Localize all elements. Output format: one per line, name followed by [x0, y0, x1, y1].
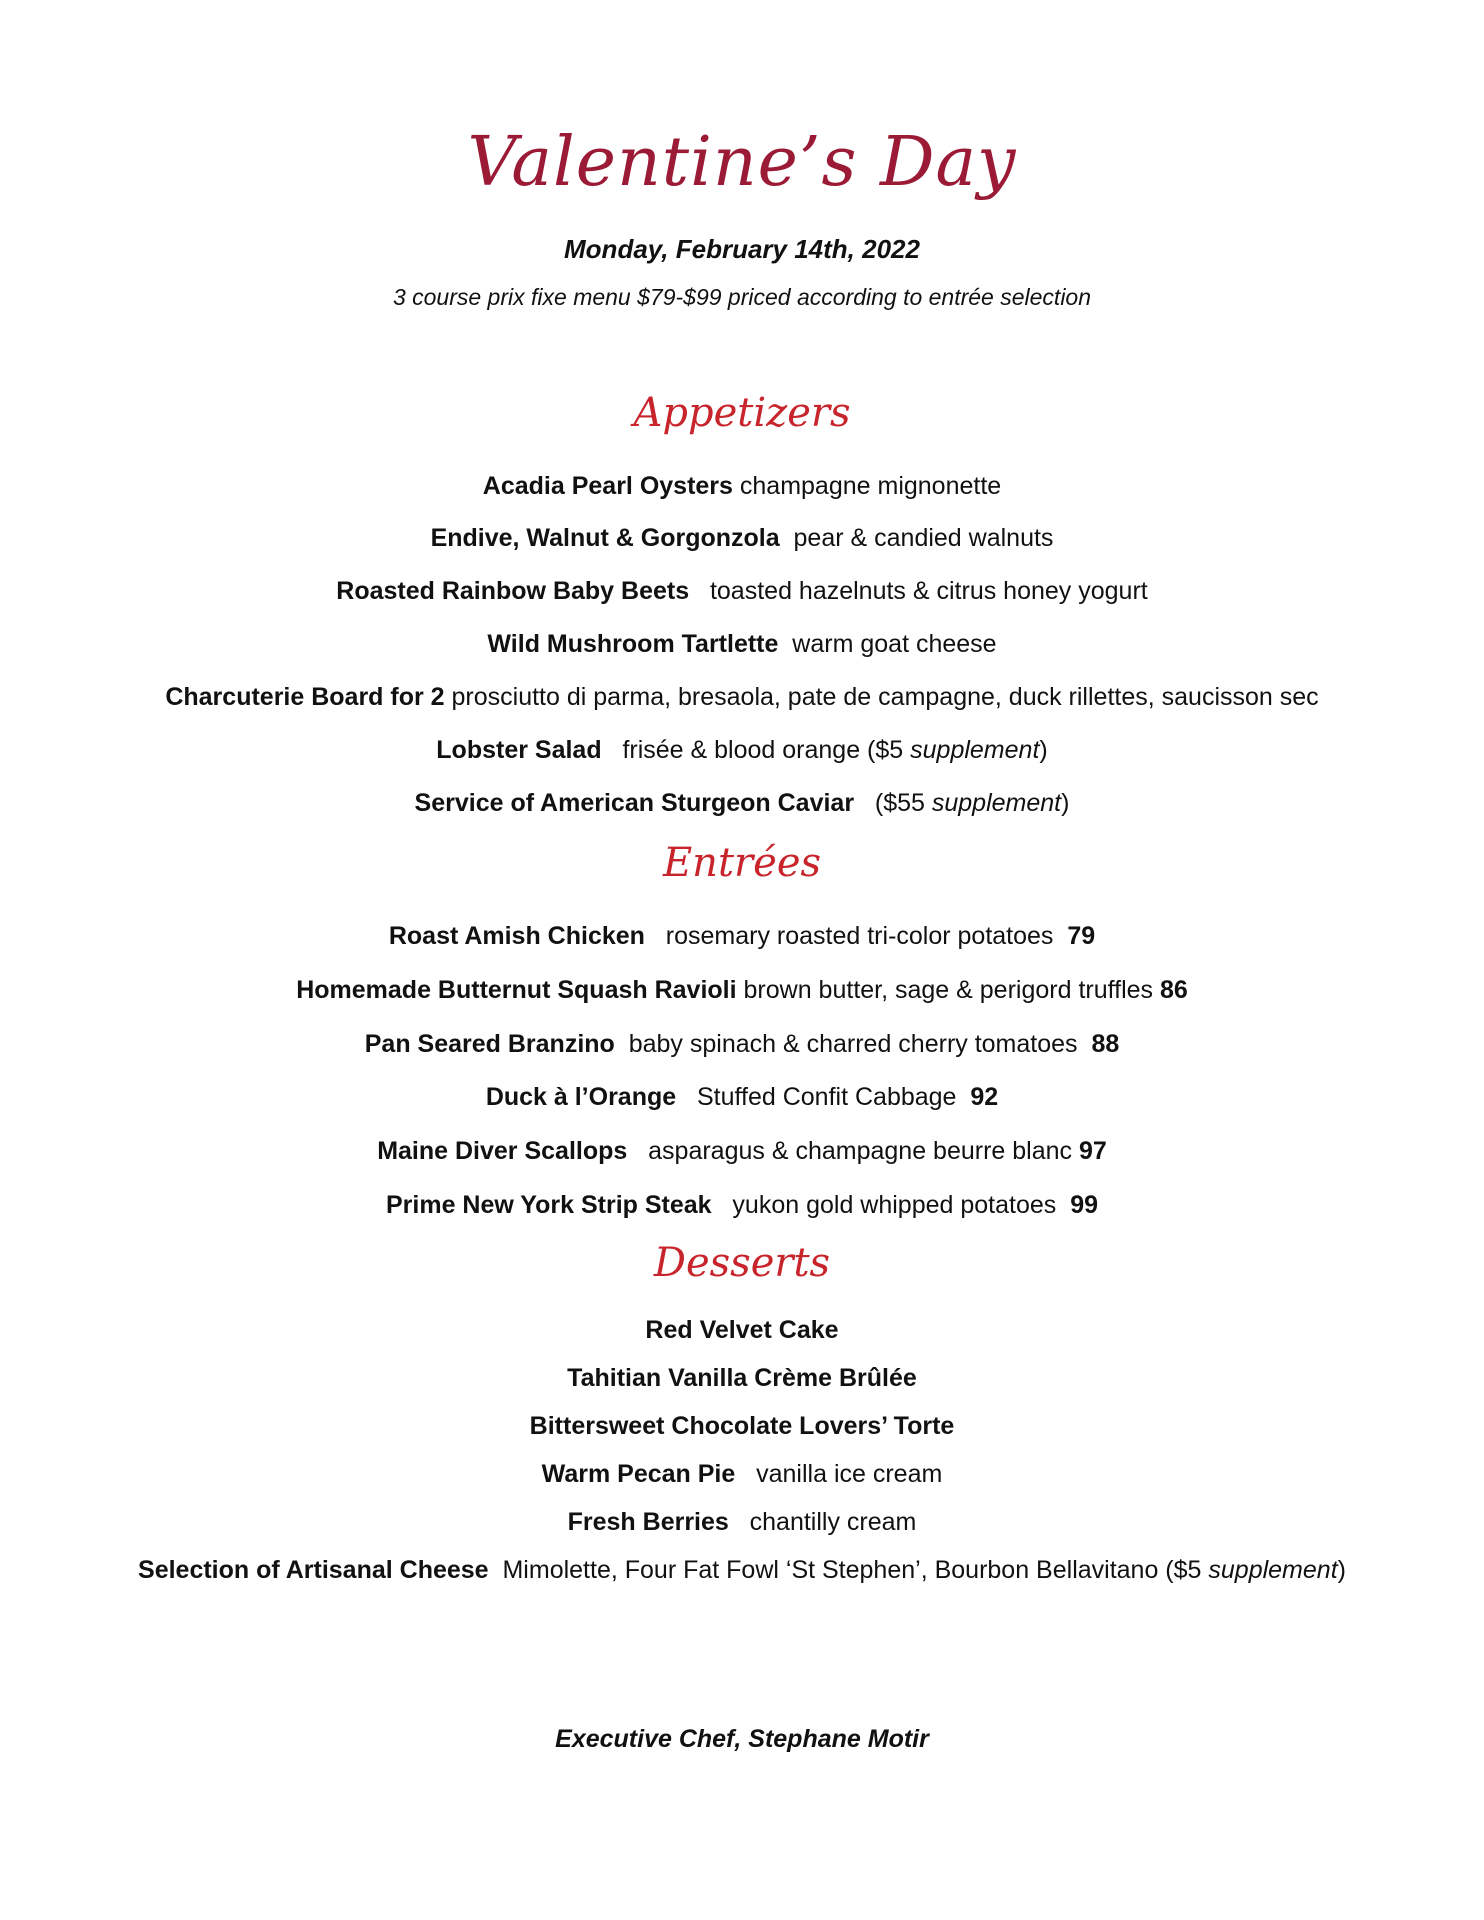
item-price: 79	[1067, 922, 1096, 950]
item-desc: Stuffed Confit Cabbage	[676, 1083, 971, 1111]
item-desc: frisée & blood orange ($5	[601, 736, 911, 764]
item-close: )	[1337, 1556, 1346, 1584]
item-desc: warm goat cheese	[778, 630, 997, 658]
item-name: Pan Seared Branzino	[364, 1030, 615, 1058]
dessert-item	[0, 1361, 1484, 1395]
item-name: Fresh Berries	[567, 1508, 729, 1536]
item-desc: yukon gold whipped potatoes	[711, 1191, 1071, 1219]
appetizers-heading: Appetizers	[633, 390, 851, 436]
item-name: Lobster Salad	[436, 736, 602, 764]
item-name: Roast Amish Chicken	[388, 922, 645, 950]
item-name: Charcuterie Board for 2	[165, 683, 445, 711]
menu-title: Valentine’s Day	[467, 123, 1017, 202]
item-desc: chantilly cream	[728, 1508, 917, 1536]
dessert-item	[0, 1313, 1484, 1347]
item-name: Endive, Walnut & Gorgonzola	[430, 524, 780, 552]
item-desc: vanilla ice cream	[735, 1460, 943, 1488]
item-name: Tahitian Vanilla Crème Brûlée	[567, 1364, 917, 1392]
item-name: Selection of Artisanal Cheese	[138, 1556, 489, 1584]
menu-date: Monday, February 14th, 2022	[564, 234, 920, 264]
item-close: )	[1061, 789, 1070, 817]
item-desc: Mimolette, Four Fat Fowl ‘St Stephen’, Bourbon Bellavitano ($5	[488, 1556, 1209, 1584]
item-name: Red Velvet Cake	[645, 1316, 839, 1344]
item-desc: pear & candied walnuts	[779, 524, 1054, 552]
supplement-note: supplement	[1208, 1556, 1338, 1584]
entree-item	[0, 1134, 1484, 1168]
item-name: Homemade Butternut Squash Ravioli	[296, 976, 737, 1004]
item-name: Warm Pecan Pie	[541, 1460, 736, 1488]
desserts-heading: Desserts	[653, 1240, 831, 1286]
entree-item	[0, 1027, 1484, 1061]
appetizer-item	[0, 680, 1484, 714]
item-desc: baby spinach & charred cherry tomatoes	[614, 1030, 1092, 1058]
executive-chef: Executive Chef, Stephane Motir	[555, 1725, 929, 1753]
appetizer-item	[0, 521, 1484, 555]
entree-item	[0, 973, 1484, 1007]
item-name: Wild Mushroom Tartlette	[487, 630, 779, 658]
item-desc: champagne mignonette	[732, 472, 1002, 500]
dessert-item	[0, 1553, 1484, 1587]
appetizer-item	[0, 469, 1484, 503]
item-name: Prime New York Strip Steak	[385, 1191, 712, 1219]
item-desc: toasted hazelnuts & citrus honey yogurt	[689, 577, 1148, 605]
item-price: 86	[1159, 976, 1188, 1004]
entree-item	[0, 1080, 1484, 1114]
item-name: Bittersweet Chocolate Lovers’ Torte	[529, 1412, 955, 1440]
item-price: 88	[1091, 1030, 1120, 1058]
entrees-heading: Entrées	[662, 840, 822, 886]
supplement-note: supplement	[931, 789, 1062, 817]
item-name: Service of American Sturgeon Caviar	[414, 789, 855, 817]
item-price: 92	[970, 1083, 999, 1111]
dessert-item	[0, 1409, 1484, 1443]
entree-item	[0, 1188, 1484, 1222]
appetizer-item	[0, 627, 1484, 661]
appetizer-item	[0, 574, 1484, 608]
item-name: Maine Diver Scallops	[377, 1137, 628, 1165]
item-desc: rosemary roasted tri-color potatoes	[644, 922, 1068, 950]
item-name: Duck à l’Orange	[485, 1083, 677, 1111]
appetizer-item	[0, 786, 1484, 820]
supplement-note: supplement	[910, 736, 1040, 764]
item-price: 99	[1070, 1191, 1098, 1219]
dessert-item	[0, 1457, 1484, 1491]
item-desc: ($55	[854, 789, 932, 817]
entree-item	[0, 919, 1484, 953]
dessert-item	[0, 1505, 1484, 1539]
item-desc: prosciutto di parma, bresaola, pate de campagne, duck rillettes, saucisson sec	[444, 683, 1319, 711]
appetizer-item	[0, 733, 1484, 767]
item-close: )	[1039, 736, 1048, 764]
item-desc: brown butter, sage & perigord truffles	[736, 976, 1160, 1004]
item-name: Acadia Pearl Oysters	[482, 472, 733, 500]
item-desc: asparagus & champagne beurre blanc	[627, 1137, 1079, 1165]
item-price: 97	[1078, 1137, 1107, 1165]
menu-tagline: 3 course prix fixe menu $79-$99 priced according to entrée selection	[392, 284, 1092, 310]
item-name: Roasted Rainbow Baby Beets	[336, 577, 690, 605]
